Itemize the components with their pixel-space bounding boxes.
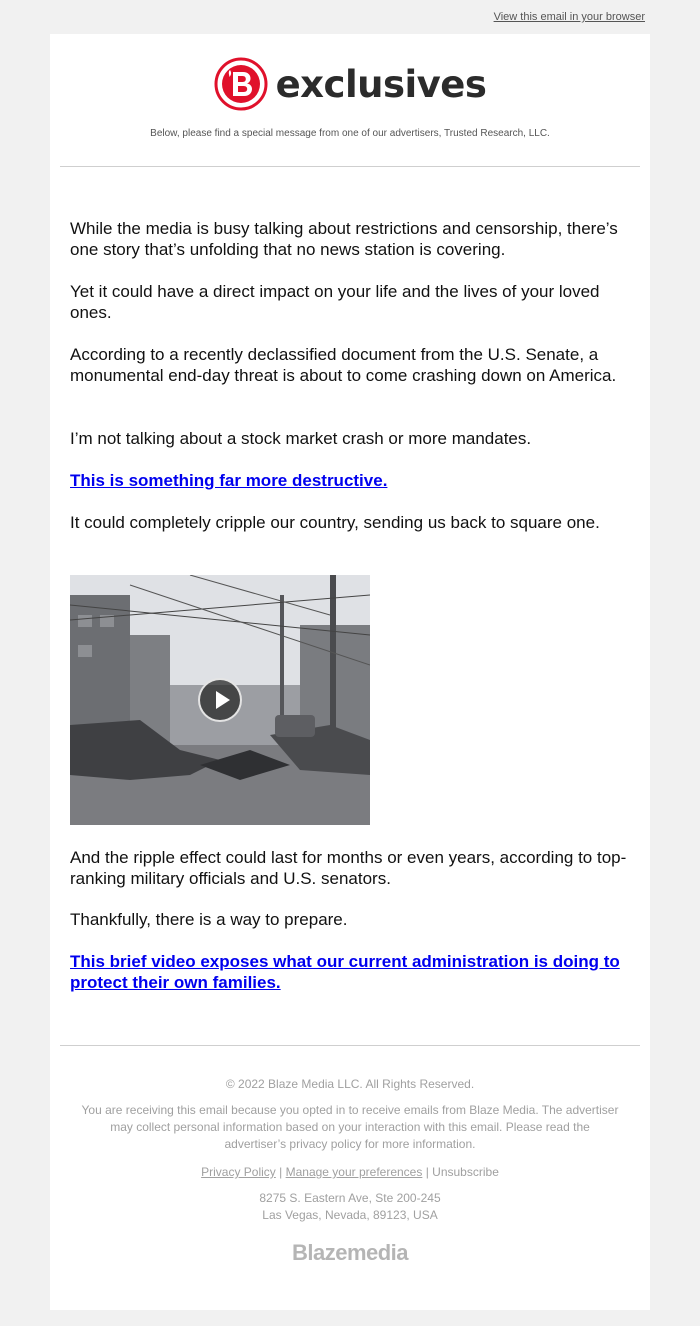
address-line-1: 8275 S. Eastern Ave, Ste 200-245 — [259, 1191, 441, 1205]
paragraph-4: I’m not talking about a stock market crash or more mandates. — [70, 429, 532, 448]
play-icon[interactable] — [198, 678, 242, 722]
view-in-browser-link[interactable]: View this email in your browser — [493, 11, 645, 23]
divider-bottom — [60, 1045, 640, 1046]
top-bar — [0, 0, 700, 34]
destructive-link[interactable]: This is something far more destructive. — [70, 471, 388, 490]
paragraph-3: According to a recently declassified document from the U.S. Senate, a monumental end-day threat is about to come crashing down on America. — [70, 345, 617, 385]
logo — [50, 56, 650, 112]
paragraph-5: It could completely cripple our country, sending us back to square one. — [70, 513, 600, 532]
paragraph-1: While the media is busy talking about restrictions and censorship, there’s one story that’s unfolding that no news station is covering. — [70, 219, 618, 259]
paragraph-link-2 — [70, 951, 635, 993]
link-separator: | — [425, 1165, 429, 1179]
privacy-policy-link[interactable]: Privacy Policy — [201, 1165, 276, 1179]
paragraph-7: Thankfully, there is a way to prepare. — [70, 910, 348, 929]
manage-preferences-link[interactable]: Manage your preferences — [285, 1165, 423, 1179]
blaze-media-logo: Blazemedia — [291, 1240, 409, 1265]
email-card — [50, 34, 650, 1310]
divider-top — [60, 166, 640, 167]
video-thumbnail[interactable] — [70, 575, 370, 825]
footer-links — [80, 1164, 620, 1181]
blaze-flame-b-icon — [214, 57, 268, 111]
link-separator: | — [279, 1165, 283, 1179]
advertiser-intro: Below, please find a special message from one of our advertisers, Trusted Research, LLC. — [150, 128, 550, 139]
copyright: © 2022 Blaze Media LLC. All Rights Reserved. — [225, 1077, 475, 1091]
paragraph-link-1 — [70, 470, 635, 491]
unsubscribe-link[interactable]: Unsubscribe — [432, 1165, 499, 1179]
administration-video-link[interactable]: This brief video exposes what our current administration is doing to protect their own families. — [70, 952, 620, 992]
address-line-2: Las Vegas, Nevada, 89123, USA — [262, 1208, 438, 1222]
paragraph-2: Yet it could have a direct impact on your life and the lives of your loved ones. — [70, 282, 600, 322]
email-notice: You are receiving this email because you opted in to receive emails from Blaze Media. The advertiser may collect personal information based on your interaction with this email. Please read the advertiser’s privacy policy for more information. — [81, 1103, 619, 1151]
paragraph-6: And the ripple effect could last for months or even years, according to top-ranking military officials and U.S. senators. — [70, 848, 627, 888]
logo-wordmark: exclusives — [275, 62, 487, 106]
